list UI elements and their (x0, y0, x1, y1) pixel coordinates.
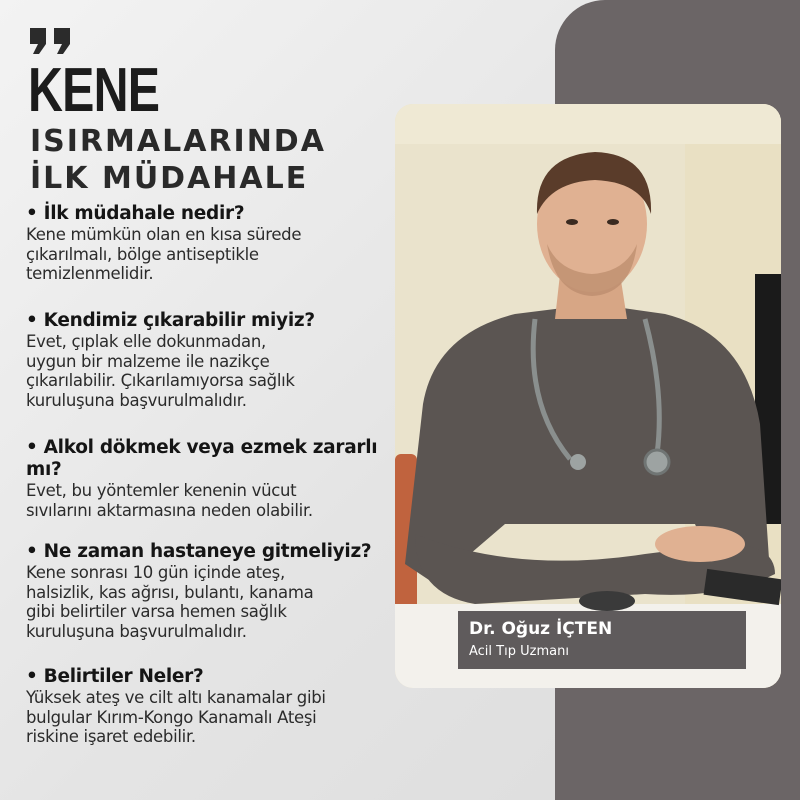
qa-item-symptoms (26, 666, 396, 747)
doctor-photo (395, 104, 781, 688)
answer-line: riskine işaret edebilir. (26, 727, 196, 746)
answer-line: gibi belirtiler varsa hemen sağlık (26, 602, 287, 621)
answer-line: bulgular Kırım-Kongo Kanamalı Ateşi (26, 707, 317, 727)
question: mı? (26, 459, 62, 480)
answer-line: Kene mümkün olan en kısa sürede (26, 225, 302, 244)
answer-line: Yüksek ateş ve cilt altı kanamalar gibi (26, 688, 326, 707)
doctor-name-card (458, 611, 746, 669)
qa-item-hospital (26, 541, 396, 641)
qa-item-self-removal (26, 310, 396, 410)
answer-line: uygun bir malzeme ile nazikçe (26, 351, 270, 371)
answer-line: sıvılarını aktarmasına neden olabilir. (26, 500, 313, 520)
qa-item-first-aid (26, 203, 396, 284)
answer-line: Kene sonrası 10 gün içinde ateş, (26, 563, 285, 582)
subtitle-line-2: İLK MÜDAHALE (30, 161, 309, 196)
answer-line: çıkarılmalı, bölge antiseptikle (26, 244, 259, 264)
quote-icon (30, 28, 74, 54)
question: • İlk müdahale nedir? (26, 203, 245, 224)
page-title: KENE (28, 56, 160, 125)
answer-line: Evet, çıplak elle dokunmadan, (26, 332, 266, 351)
doctor-photo-illustration (395, 104, 781, 688)
qa-item-alcohol (26, 437, 396, 520)
doctor-title: Acil Tıp Uzmanı (469, 644, 569, 659)
question: • Kendimiz çıkarabilir miyiz? (26, 310, 315, 331)
answer-line: temizlenmelidir. (26, 264, 154, 283)
question: • Alkol dökmek veya ezmek zararlı (26, 437, 378, 458)
doctor-name: Dr. Oğuz İÇTEN (469, 619, 613, 639)
answer-line: halsizlik, kas ağrısı, bulantı, kanama (26, 582, 314, 602)
answer-line: çıkarılabilir. Çıkarılamıyorsa sağlık (26, 371, 295, 390)
subtitle-line-1: ISIRMALARINDA (30, 124, 326, 159)
question: • Belirtiler Neler? (26, 666, 204, 687)
answer-line: kuruluşuna başvurulmalıdır. (26, 621, 247, 641)
answer-line: Evet, bu yöntemler kenenin vücut (26, 481, 297, 500)
answer-line: kuruluşuna başvurulmalıdır. (26, 390, 247, 410)
question: • Ne zaman hastaneye gitmeliyiz? (26, 541, 372, 562)
